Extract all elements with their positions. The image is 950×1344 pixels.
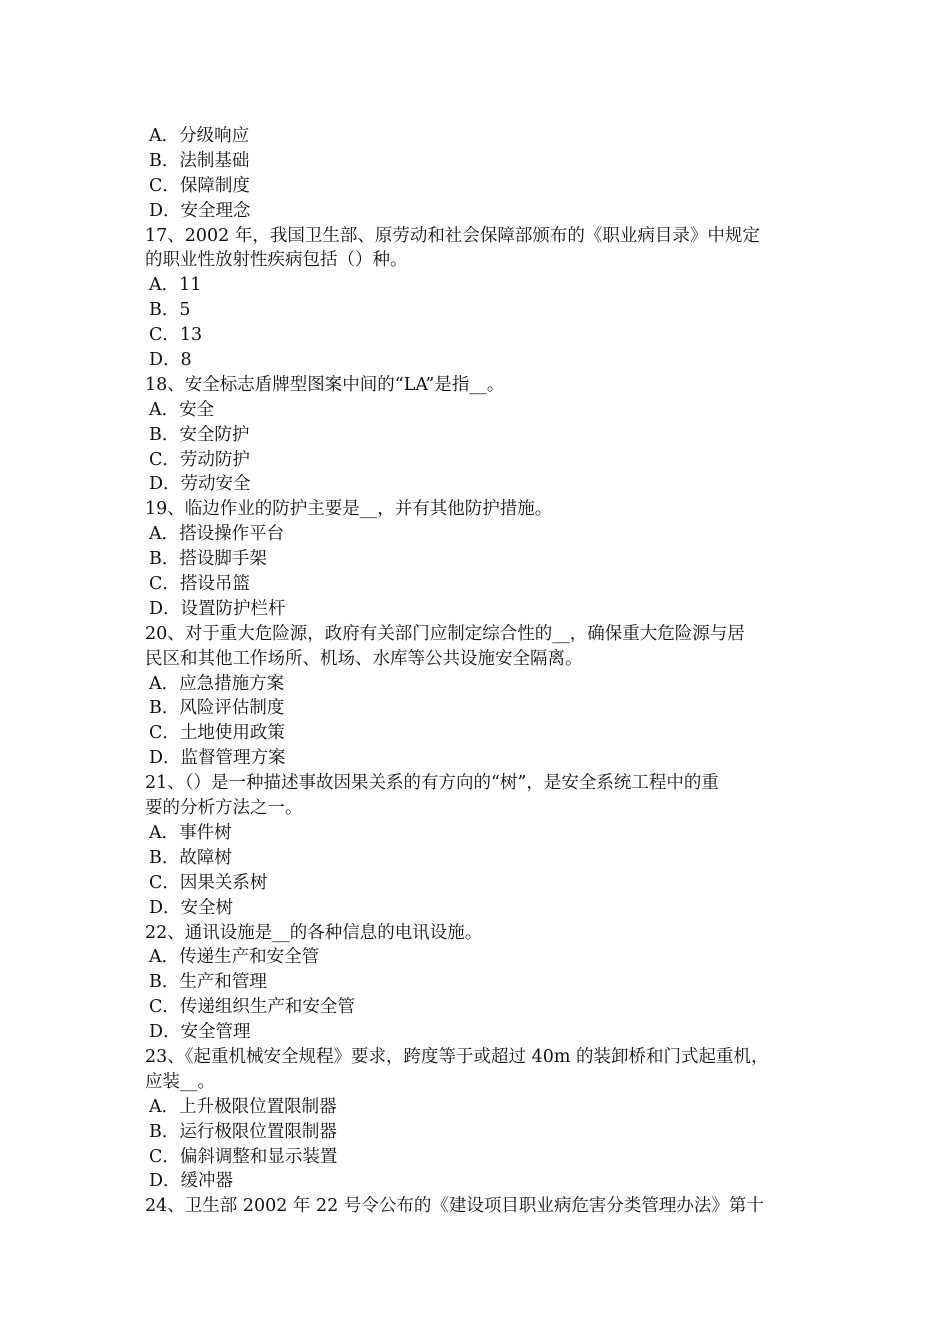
answer-option: D．监督管理方案	[149, 748, 286, 769]
answer-option: C．13	[149, 325, 203, 346]
answer-option: A．分级响应	[149, 126, 250, 146]
question-text: 20、对于重大危险源，政府有关部门应制定综合性的__，确保重大危险源与居	[145, 623, 745, 644]
answer-option: A．事件树	[149, 822, 232, 843]
answer-option: C．搭设吊篮	[149, 574, 250, 595]
answer-option: B．法制基础	[149, 150, 250, 171]
answer-option: B．故障树	[149, 847, 232, 868]
answer-option: A．上升极限位置限制器	[149, 1096, 337, 1117]
question-list	[145, 124, 815, 1219]
answer-option: C．偏斜调整和显示装置	[149, 1146, 338, 1167]
answer-option: A．安全	[149, 399, 215, 420]
question-text: 18、安全标志盾牌型图案中间的“LA”是指__。	[145, 374, 505, 395]
answer-option: D．安全树	[149, 897, 234, 918]
question-text: 19、临边作业的防护主要是__，并有其他防护措施。	[145, 499, 553, 520]
answer-option: C．劳动防护	[149, 449, 250, 470]
answer-option: C．土地使用政策	[149, 723, 285, 744]
question-text: 的职业性放射性疾病包括（）种。	[145, 250, 408, 271]
answer-option: B．风险评估制度	[149, 698, 285, 719]
answer-option: A．11	[149, 275, 202, 296]
answer-option: B．生产和管理	[149, 972, 267, 993]
answer-option: A．搭设操作平台	[149, 524, 285, 545]
answer-option: B．5	[149, 300, 191, 321]
question-text: 17、2002 年，我国卫生部、原劳动和社会保障部颁布的《职业病目录》中规定	[145, 225, 760, 246]
question-text: 应装__。	[145, 1071, 215, 1092]
answer-option: B．安全防护	[149, 424, 250, 445]
question-text: 22、通讯设施是__的各种信息的电讯设施。	[145, 922, 483, 943]
question-text: 要的分析方法之一。	[145, 798, 303, 819]
answer-option: D．劳动安全	[149, 474, 251, 495]
answer-option: C．传递组织生产和安全管	[149, 997, 355, 1018]
answer-option: D．安全管理	[149, 1022, 251, 1043]
answer-option: D．缓冲器	[149, 1171, 234, 1192]
question-text: 民区和其他工作场所、机场、水库等公共设施安全隔离。	[145, 648, 583, 669]
answer-option: A．应急措施方案	[149, 673, 285, 694]
answer-option: D．设置防护栏杆	[149, 598, 286, 619]
answer-option: C．保障制度	[149, 175, 250, 196]
answer-option: A．传递生产和安全管	[149, 947, 320, 968]
question-text: 24、卫生部 2002 年 22 号令公布的《建设项目职业病危害分类管理办法》第十	[145, 1196, 764, 1217]
answer-option: C．因果关系树	[149, 872, 268, 893]
answer-option: B．搭设脚手架	[149, 549, 267, 570]
question-text: 23、《起重机械安全规程》要求，跨度等于或超过 40m 的装卸桥和门式起重机，	[145, 1046, 769, 1067]
answer-option: B．运行极限位置限制器	[149, 1121, 337, 1142]
answer-option: D．安全理念	[149, 200, 251, 221]
answer-option: D．8	[149, 350, 192, 371]
question-text: 21、（）是一种描述事故因果关系的有方向的“树”，是安全系统工程中的重	[145, 773, 719, 794]
